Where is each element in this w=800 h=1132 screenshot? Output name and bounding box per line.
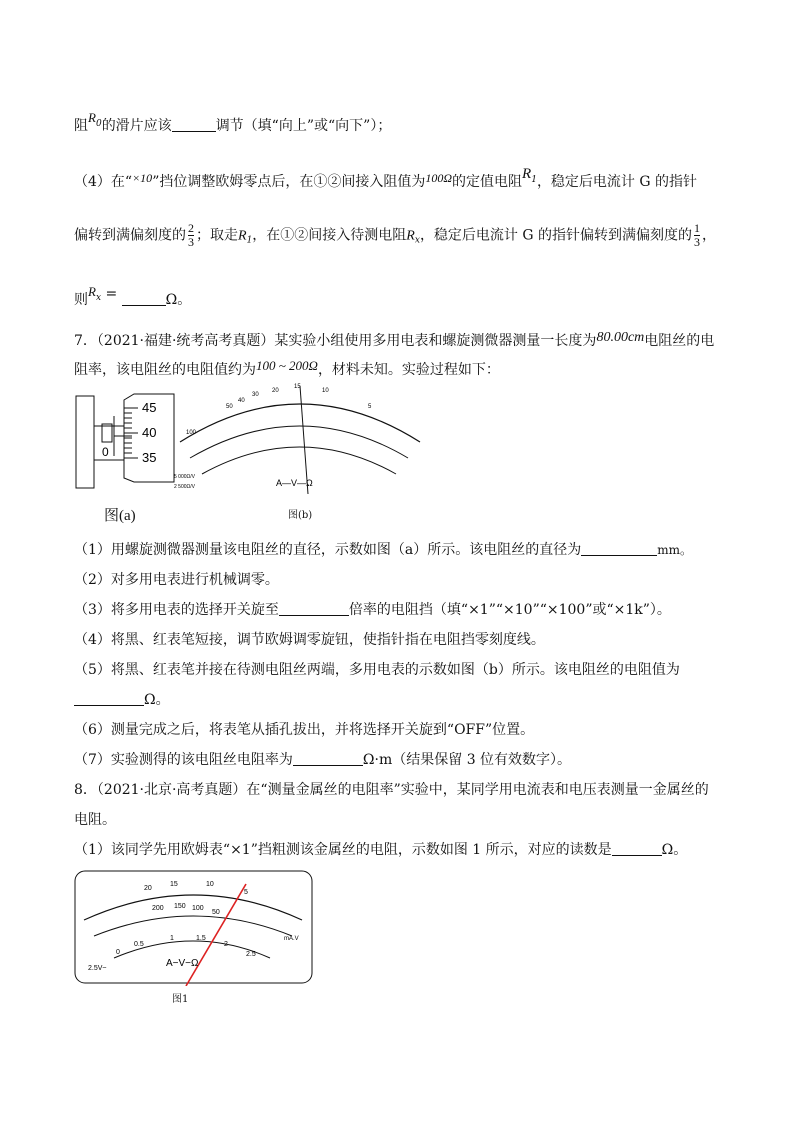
ohm-tick-5: 5 xyxy=(368,404,372,410)
q7-step-6: （6）测量完成之后，将表笔从插孔拔出，并将选择开关旋到“OFF”位置。 xyxy=(74,722,535,738)
q7-step-7: （7）实验测得的该电阻丝电阻率为 Ω·m（结果保留 3 位有效数字）。 xyxy=(74,752,572,768)
q7-step-4: （4）将黑、红表笔短接，调节欧姆调零旋钮，使指针指在电阻挡零刻度线。 xyxy=(74,632,545,648)
ohm-tick-15: 15 xyxy=(170,881,178,888)
micrometer-tick-35: 35 xyxy=(142,450,157,465)
q7-step-3: （3）将多用电表的选择开关旋至 倍率的电阻挡（填“×1”“×10”“×100”或“×1k”）。 xyxy=(74,602,671,618)
ohm-tick-100: 100 xyxy=(186,430,197,436)
low-tick-2.5: 2.5 xyxy=(246,951,256,958)
ohm-tick-30: 30 xyxy=(252,392,259,398)
p6-line-3: 偏转到满偏刻度的 $\frac{2}{3}$ ；取走$R_1$，在①②间接入待测电阻$R_x$，稳定后电流计 G 的指针偏转到满偏刻度的 $\frac{1}{3}$ ， xyxy=(74,221,717,249)
figure-a-caption: 图(a) xyxy=(104,508,136,524)
meter-label: A−V−Ω xyxy=(166,958,199,969)
micrometer-zero: 0 xyxy=(102,445,109,459)
q7-step-1: （1）用螺旋测微器测量该电阻丝的直径，示数如图（a）所示。该电阻丝的直径为 mm。 xyxy=(74,542,693,558)
mid-tick-100: 100 xyxy=(192,905,204,912)
meter-left-label: 2.5V~ xyxy=(88,965,107,972)
p6-line-4: 则$R^x = \Omega$。 xyxy=(74,284,192,308)
ohm-tick-10: 10 xyxy=(322,388,329,394)
figure-1-caption: 图1 xyxy=(172,994,189,1005)
low-tick-2: 2 xyxy=(224,941,228,948)
answer-blank[interactable] xyxy=(293,751,363,766)
mid-tick-200: 200 xyxy=(152,905,164,912)
ohm-tick-40: 40 xyxy=(238,398,245,404)
ohm-tick-15: 15 xyxy=(294,384,301,390)
ohm-tick-50: 50 xyxy=(226,404,233,410)
fraction-two-thirds: $\frac{2}{3}$ xyxy=(188,221,194,249)
low-tick-1.5: 1.5 xyxy=(196,935,206,942)
multimeter-figure-b xyxy=(172,380,432,522)
q7-step-2: （2）对多用电表进行机械调零。 xyxy=(74,572,279,588)
answer-blank[interactable] xyxy=(172,117,216,132)
ohm-tick-20: 20 xyxy=(144,885,152,892)
q8-line-2: 电阻。 xyxy=(74,812,116,828)
multimeter-figure-1 xyxy=(74,870,314,1010)
micrometer-figure xyxy=(74,386,184,526)
answer-blank[interactable] xyxy=(279,601,349,616)
q7-line-2: 阻率，该电阻丝的电阻值约为100 ~ 200Ω，材料未知。实验过程如下： xyxy=(74,358,500,378)
figure-b-caption: 图(b) xyxy=(288,510,313,521)
low-tick-0.5: 0.5 xyxy=(134,941,144,948)
micrometer-tick-40: 40 xyxy=(142,425,157,440)
low-tick-1: 1 xyxy=(170,935,174,942)
mid-tick-150: 150 xyxy=(174,903,186,910)
ohm-tick-10: 10 xyxy=(206,881,214,888)
ohm-tick-20: 20 xyxy=(272,388,279,394)
p6-line-2: （4）在“×10”挡位调整欧姆零点后，在①②间接入阻值为100Ω的定值电阻$R^1$，稳定后电流计 G 的指针 xyxy=(74,166,698,190)
mid-tick-50: 50 xyxy=(212,909,220,916)
q7-step-5: （5）将黑、红表笔并接在待测电阻丝两端，多用电表的示数如图（b）所示。该电阻丝的电阻值为 xyxy=(74,662,680,678)
q8-line-1: 8．（2021·北京·高考真题）在“测量金属丝的电阻率”实验中，某同学用电流表和电压表测量一金属丝的 xyxy=(74,782,709,798)
meter-label: A—V—Ω xyxy=(276,478,313,488)
low-tick-0: 0 xyxy=(116,949,120,956)
q7-line-1: 7．（2021·福建·统考高考真题）某实验小组使用多用电表和螺旋测微器测量一长度为80.00cm电阻丝的电 xyxy=(74,330,715,349)
meter-right-label: mA.V xyxy=(284,936,299,942)
answer-blank[interactable] xyxy=(612,841,662,856)
meter-small-label-1: 5 000Ω/V xyxy=(174,474,195,480)
fraction-one-third: $\frac{1}{3}$ xyxy=(694,221,701,249)
answer-blank[interactable] xyxy=(122,291,166,306)
micrometer-tick-45: 45 xyxy=(142,400,157,415)
q7-step-5-answer: Ω。 xyxy=(74,690,170,710)
q8-line-3: （1）该同学先用欧姆表“×1”挡粗测该金属丝的电阻，示数如图 1 所示，对应的读数是 Ω。 xyxy=(74,842,688,858)
answer-blank[interactable] xyxy=(581,541,657,556)
answer-blank[interactable] xyxy=(74,691,144,706)
ohm-tick-5: 5 xyxy=(244,889,248,896)
meter-small-label-2: 2 500Ω/V xyxy=(174,484,195,490)
p6-line-1: 阻$R^0$的滑片应该 调节（填“向上”或“向下”）； xyxy=(74,110,392,134)
